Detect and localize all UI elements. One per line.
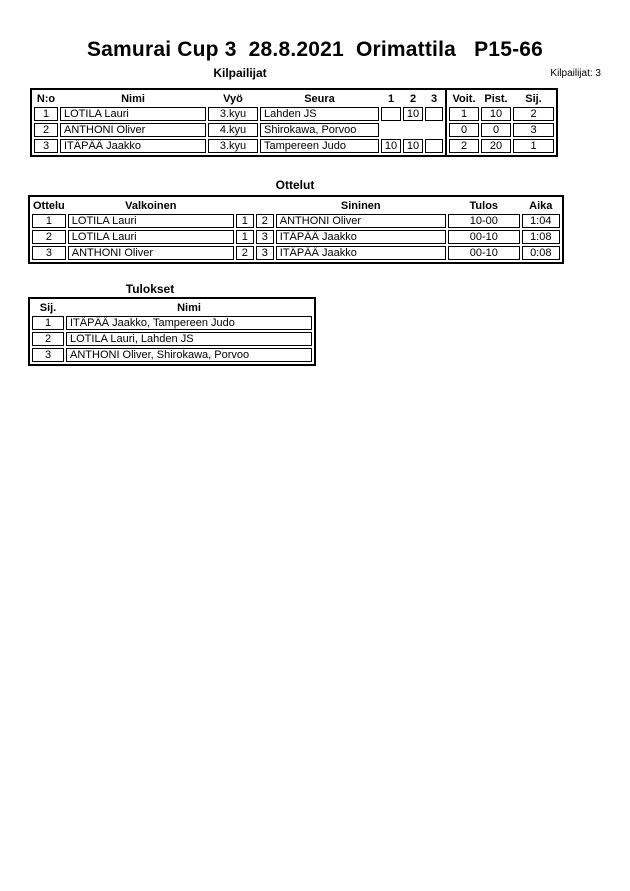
header-match2: 2 xyxy=(409,92,417,105)
cell-match3-score xyxy=(425,123,443,137)
cell-match-no: 3 xyxy=(32,246,66,260)
cell-place: 3 xyxy=(32,348,64,362)
cell-blue-no: 3 xyxy=(256,230,274,244)
cell-club: Lahden JS xyxy=(260,107,379,121)
header-white: Valkoinen xyxy=(125,199,177,212)
cell-club: Tampereen Judo xyxy=(260,139,379,153)
cell-match3-score xyxy=(425,139,443,153)
cell-match1-score: 10 xyxy=(381,139,401,153)
header-place: Sij. xyxy=(525,92,542,105)
cell-match2-score: 10 xyxy=(403,107,423,121)
cell-name: LOTILA Lauri, Lahden JS xyxy=(66,332,312,346)
cell-white-no: 1 xyxy=(236,230,254,244)
cell-match2-score: 10 xyxy=(403,139,423,153)
results-table-main xyxy=(30,299,314,364)
competitor-score-row xyxy=(449,139,554,153)
header-points: Pist. xyxy=(484,92,508,105)
cell-match1-score xyxy=(381,107,401,121)
header-name: Nimi xyxy=(121,92,145,105)
cell-result: 00-10 xyxy=(448,230,520,244)
header-no: N:o xyxy=(36,92,56,105)
cell-place: 3 xyxy=(513,123,554,137)
cell-no: 1 xyxy=(34,107,58,121)
header-time: Aika xyxy=(529,199,553,212)
competitors-table-left xyxy=(32,90,445,155)
competitors-count-label: Kilpailijat: 3 xyxy=(550,68,601,79)
cell-match-no: 1 xyxy=(32,214,66,228)
result-row xyxy=(32,348,312,362)
competitor-row xyxy=(34,123,443,137)
cell-points: 10 xyxy=(481,107,511,121)
cell-time: 0:08 xyxy=(522,246,560,260)
cell-name: ANTHONI Oliver xyxy=(60,123,206,137)
competitors-table-right xyxy=(447,90,556,155)
cell-result: 10-00 xyxy=(448,214,520,228)
cell-no: 2 xyxy=(34,123,58,137)
header-match1: 1 xyxy=(387,92,395,105)
cell-match3-score xyxy=(425,107,443,121)
match-row xyxy=(32,246,560,260)
cell-white-name: LOTILA Lauri xyxy=(68,214,234,228)
cell-wins: 0 xyxy=(449,123,479,137)
competitors-table xyxy=(30,88,558,157)
matches-header-row xyxy=(32,199,560,212)
cell-white-no: 1 xyxy=(236,214,254,228)
competitors-section-title: Kilpailijat xyxy=(213,66,267,80)
cell-blue-no: 2 xyxy=(256,214,274,228)
header-blue: Sininen xyxy=(340,199,381,212)
header-result: Tulos xyxy=(469,199,499,212)
results-header-row xyxy=(32,301,312,314)
cell-no: 3 xyxy=(34,139,58,153)
cell-blue-name: ITÄPÄÄ Jaakko xyxy=(276,246,446,260)
header-club: Seura xyxy=(304,92,335,105)
result-row xyxy=(32,332,312,346)
cell-name: LOTILA Lauri xyxy=(60,107,206,121)
result-row xyxy=(32,316,312,330)
cell-match2-score xyxy=(403,123,423,137)
page-title: Samurai Cup 3 28.8.2021 Orimattila P15-66 xyxy=(86,38,544,61)
competitor-row xyxy=(34,139,443,153)
cell-white-name: LOTILA Lauri xyxy=(68,230,234,244)
header-match3: 3 xyxy=(430,92,438,105)
cell-blue-name: ITÄPÄÄ Jaakko xyxy=(276,230,446,244)
cell-white-no: 2 xyxy=(236,246,254,260)
competitor-score-row xyxy=(449,107,554,121)
cell-blue-name: ANTHONI Oliver xyxy=(276,214,446,228)
header-wins: Voit. xyxy=(452,92,476,105)
cell-name: ITÄPÄÄ Jaakko xyxy=(60,139,206,153)
cell-name: ANTHONI Oliver, Shirokawa, Porvoo xyxy=(66,348,312,362)
results-table xyxy=(28,297,316,366)
matches-table-main xyxy=(30,197,562,262)
cell-time: 1:04 xyxy=(522,214,560,228)
cell-name: ITÄPÄÄ Jaakko, Tampereen Judo xyxy=(66,316,312,330)
cell-white-name: ANTHONI Oliver xyxy=(68,246,234,260)
cell-place: 1 xyxy=(513,139,554,153)
cell-points: 20 xyxy=(481,139,511,153)
cell-wins: 1 xyxy=(449,107,479,121)
competitors-header-row xyxy=(34,92,443,105)
matches-section-title: Ottelut xyxy=(275,178,315,192)
header-place: Sij. xyxy=(39,301,57,314)
match-row xyxy=(32,230,560,244)
cell-blue-no: 3 xyxy=(256,246,274,260)
cell-place: 2 xyxy=(513,107,554,121)
header-name: Nimi xyxy=(177,301,201,314)
competitor-row xyxy=(34,107,443,121)
header-belt: Vyö xyxy=(223,92,243,105)
competitors-header-row xyxy=(449,92,554,105)
header-blue-no xyxy=(256,199,274,212)
cell-place: 1 xyxy=(32,316,64,330)
cell-points: 0 xyxy=(481,123,511,137)
cell-belt: 3.kyu xyxy=(208,139,258,153)
cell-place: 2 xyxy=(32,332,64,346)
cell-match-no: 2 xyxy=(32,230,66,244)
cell-belt: 3.kyu xyxy=(208,107,258,121)
match-row xyxy=(32,214,560,228)
cell-result: 00-10 xyxy=(448,246,520,260)
results-section-title: Tulokset xyxy=(125,282,175,296)
competitor-score-row xyxy=(449,123,554,137)
cell-time: 1:08 xyxy=(522,230,560,244)
cell-wins: 2 xyxy=(449,139,479,153)
matches-table xyxy=(28,195,564,264)
cell-club: Shirokawa, Porvoo xyxy=(260,123,379,137)
header-white-no xyxy=(236,199,254,212)
header-match-no: Ottelu xyxy=(33,199,65,212)
cell-match1-score xyxy=(381,123,401,137)
cell-belt: 4.kyu xyxy=(208,123,258,137)
